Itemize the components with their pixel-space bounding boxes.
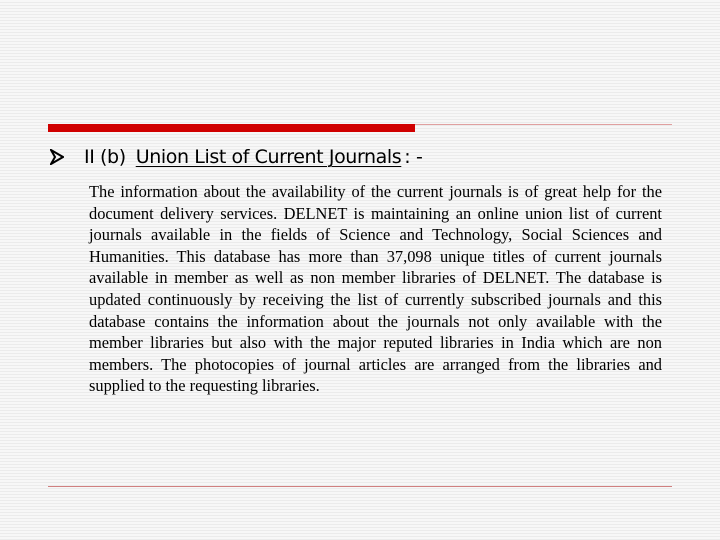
- heading-row: [50, 144, 670, 170]
- bottom-divider-line: [48, 486, 672, 487]
- slide-heading: [84, 146, 422, 168]
- top-accent-bar: [48, 124, 415, 132]
- heading-number: II (b): [84, 146, 126, 168]
- arrow-bullet-icon: [50, 149, 64, 165]
- heading-suffix: : -: [404, 146, 423, 168]
- body-paragraph: The information about the availability of the current journals is of great help for the document delivery services. DELNET is maintaining an online union list of current journals available in the fields of Science and Technology, Social Sciences and Humanities. This database has more than 37,098 unique titles of current journals available in member as well as non member libraries of DELNET. The database is updated continuously by receiving the list of currently subscribed journals and this database contains the information about the journals not only available with the member libraries but also with the major reputed libraries in India which are non members. The photocopies of journal articles are arranged from the libraries and supplied to the requesting libraries.: [89, 182, 662, 396]
- heading-title: Union List of Current Journals: [135, 146, 402, 168]
